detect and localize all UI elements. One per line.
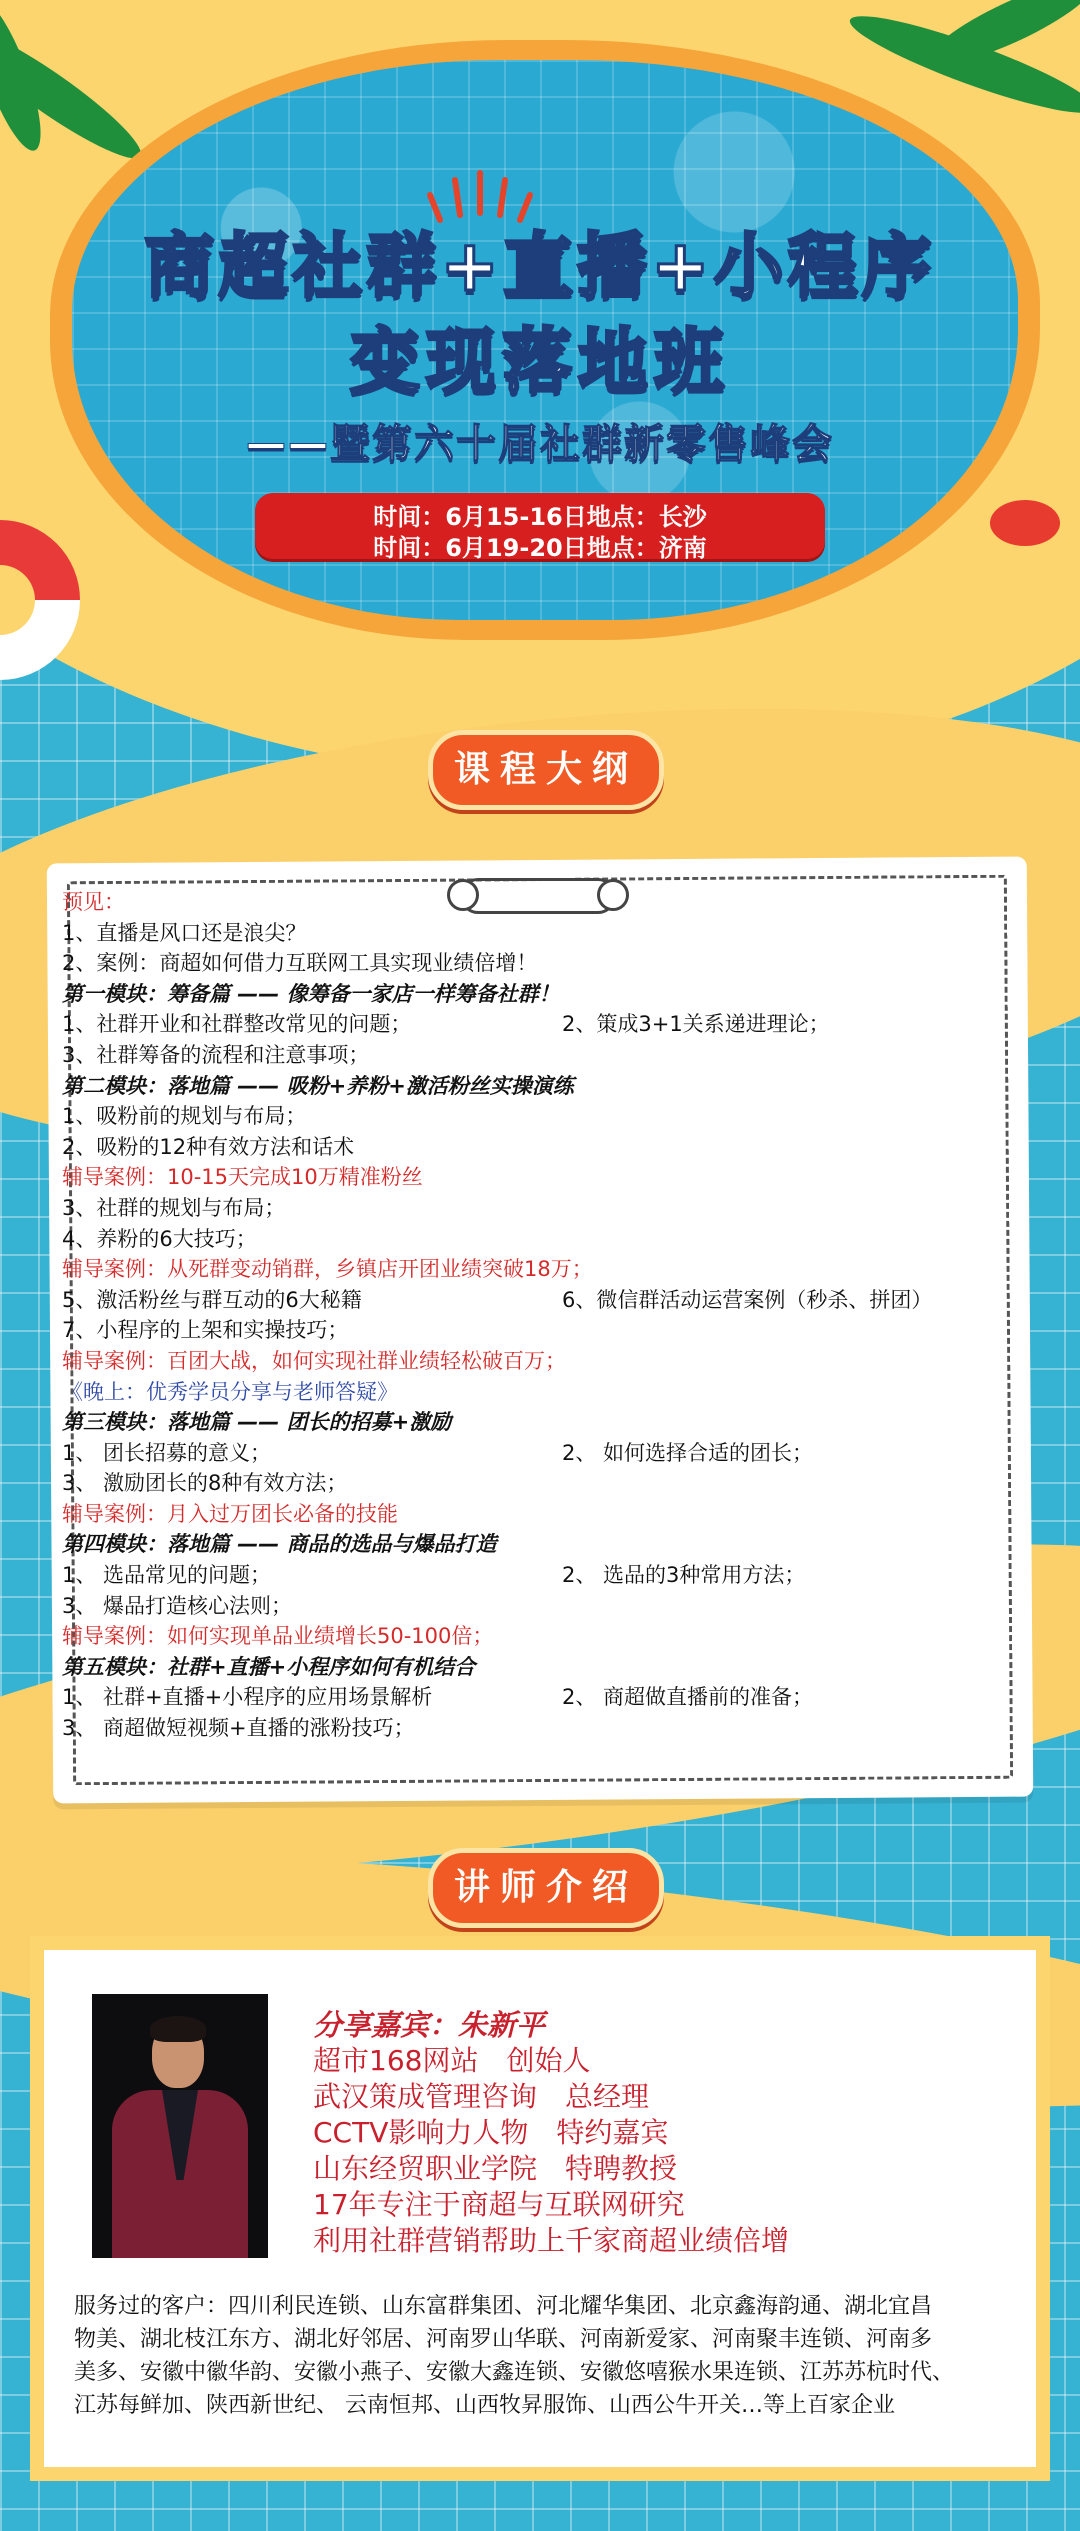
outline-line [62,948,1022,979]
outline-text: 7、小程序的上架和实操技巧； [62,1318,349,1343]
title-line-2: 变现落地班 [350,320,730,402]
client-line: 美多、安徽中徽华韵、安徽小燕子、安徽大鑫连锁、安徽悠嘻猴水果连锁、江苏苏杭时代、 [74,2360,955,2385]
client-list [74,2290,1014,2422]
outline-text: 1、直播是风口还是浪尖？ [62,920,307,945]
outline-line [62,1315,1022,1346]
speaker-name: 分享嘉宾：朱新平 [313,2008,546,2042]
outline-text: 1、 选品常见的问题； [62,1563,272,1588]
module-heading [62,1652,1022,1683]
bio-line: CCTV影响力人物 特约嘉宾 [313,2116,669,2149]
outline-text: 3、 爆品打造核心法则； [62,1593,293,1618]
case-line [62,1621,1022,1652]
outline-text: 1、吸粉前的规划与布局； [62,1104,307,1129]
outline-text: 第一模块：筹备篇 —— 像筹备一家店一样筹备社群！ [62,981,560,1006]
outline-text: 1、 社群+直播+小程序的应用场景解析 [62,1685,433,1710]
client-line: 江苏每鲜加、陕西新世纪、 云南恒邦、山西牧昇服饰、山西公牛开关…等上百家企业 [74,2393,895,2418]
outline-line [62,918,1022,949]
subtitle: ——暨第六十届社群新零售峰会 [246,421,834,467]
outline-text-col2: 6、微信群活动运营案例（秒杀、拼团） [562,1287,933,1312]
outline-line [62,1101,1022,1132]
module-heading [62,1407,1022,1438]
title-line-1: 商超社群+直播+小程序 [144,225,936,307]
outline-line [62,1193,1022,1224]
outline-text: 3、 商超做短视频+直播的涨粉技巧； [62,1716,415,1741]
client-line: 服务过的客户：四川利民连锁、山东富群集团、河北耀华集团、北京鑫海韵通、湖北宜昌 [74,2294,933,2319]
case-line [62,1162,1022,1193]
outline-text: 辅导案例：百团大战，如何实现社群业绩轻松破百万； [62,1348,566,1373]
outline-line [62,1468,1022,1499]
outline-text: 第三模块：落地篇 —— 团长的招募+激励 [62,1410,452,1435]
bio-line: 超市168网站 创始人 [313,2044,591,2077]
outline-line [62,1682,1022,1713]
outline-line [62,1591,1022,1622]
bio-line: 17年专注于商超与互联网研究 [313,2188,685,2221]
section-label-outline: 课程大纲 [428,730,664,810]
outline-text-col2: 2、 如何选择合适的团长； [562,1440,814,1465]
outline-text: 1、 团长招募的意义； [62,1440,272,1465]
outline-text-col2: 2、 商超做直播前的准备； [562,1685,814,1710]
outline-text: 辅导案例：10-15天完成10万精准粉丝 [62,1165,423,1190]
outline-line [62,1009,1022,1040]
outline-line [62,1377,1022,1408]
outline-line [62,1560,1022,1591]
client-line: 物美、湖北枝江东方、湖北好邻居、河南罗山华联、河南新爱家、河南聚丰连锁、河南多 [74,2327,933,2352]
case-line [62,887,1022,918]
outline-text-col2: 2、策成3+1关系递进理论； [562,1012,830,1037]
outline-text: 《晚上：优秀学员分享与老师答疑》 [62,1379,398,1404]
bio-line: 山东经贸职业学院 特聘教授 [313,2152,678,2185]
module-heading [62,1071,1022,1102]
outline-text: 辅导案例：如何实现单品业绩增长50-100倍； [62,1624,494,1649]
date-banner [255,493,825,562]
bio-line: 利用社群营销帮助上千家商超业绩倍增 [313,2224,790,2257]
case-line [62,1346,1022,1377]
outline-text: 第二模块：落地篇 —— 吸粉+养粉+激活粉丝实操演练 [62,1073,574,1098]
module-heading [62,1529,1022,1560]
outline-text: 2、吸粉的12种有效方法和话术 [62,1134,355,1159]
outline-text: 5、激活粉丝与群互动的6大秘籍 [62,1287,362,1312]
outline-text: 3、社群的规划与布局； [62,1195,286,1220]
outline-text: 3、 激励团长的8种有效方法； [62,1471,348,1496]
outline-text: 1、社群开业和社群整改常见的问题； [62,1012,412,1037]
speaker-photo [92,1994,268,2258]
speaker-bio [313,2003,1013,2255]
outline-text: 第五模块：社群+直播+小程序如何有机结合 [62,1654,476,1679]
outline-line [62,1224,1022,1255]
crab-icon [990,500,1060,546]
date-line: 时间：6月19-20日地点：济南 [373,534,707,562]
case-line [62,1254,1022,1285]
case-line [62,1499,1022,1530]
outline-line [62,1438,1022,1469]
bio-line: 武汉策成管理咨询 总经理 [313,2080,650,2113]
course-outline [62,887,1022,1744]
outline-line [62,1040,1022,1071]
outline-text: 辅导案例：从死群变动销群，乡镇店开团业绩突破18万； [62,1257,593,1282]
outline-line [62,1285,1022,1316]
outline-text: 3、社群筹备的流程和注意事项； [62,1042,370,1067]
outline-text: 第四模块：落地篇 —— 商品的选品与爆品打造 [62,1532,497,1557]
section-label-teacher: 讲师介绍 [428,1848,664,1928]
module-heading [62,979,1022,1010]
outline-line [62,1713,1022,1744]
outline-line [62,1132,1022,1163]
outline-text: 4、养粉的6大技巧； [62,1226,257,1251]
outline-text: 辅导案例：月入过万团长必备的技能 [62,1501,398,1526]
outline-text: 2、案例：商超如何借力互联网工具实现业绩倍增！ [62,951,538,976]
date-line: 时间：6月15-16日地点：长沙 [373,503,707,531]
outline-text-col2: 2、 选品的3种常用方法； [562,1563,806,1588]
outline-text: 预见： [62,890,125,914]
